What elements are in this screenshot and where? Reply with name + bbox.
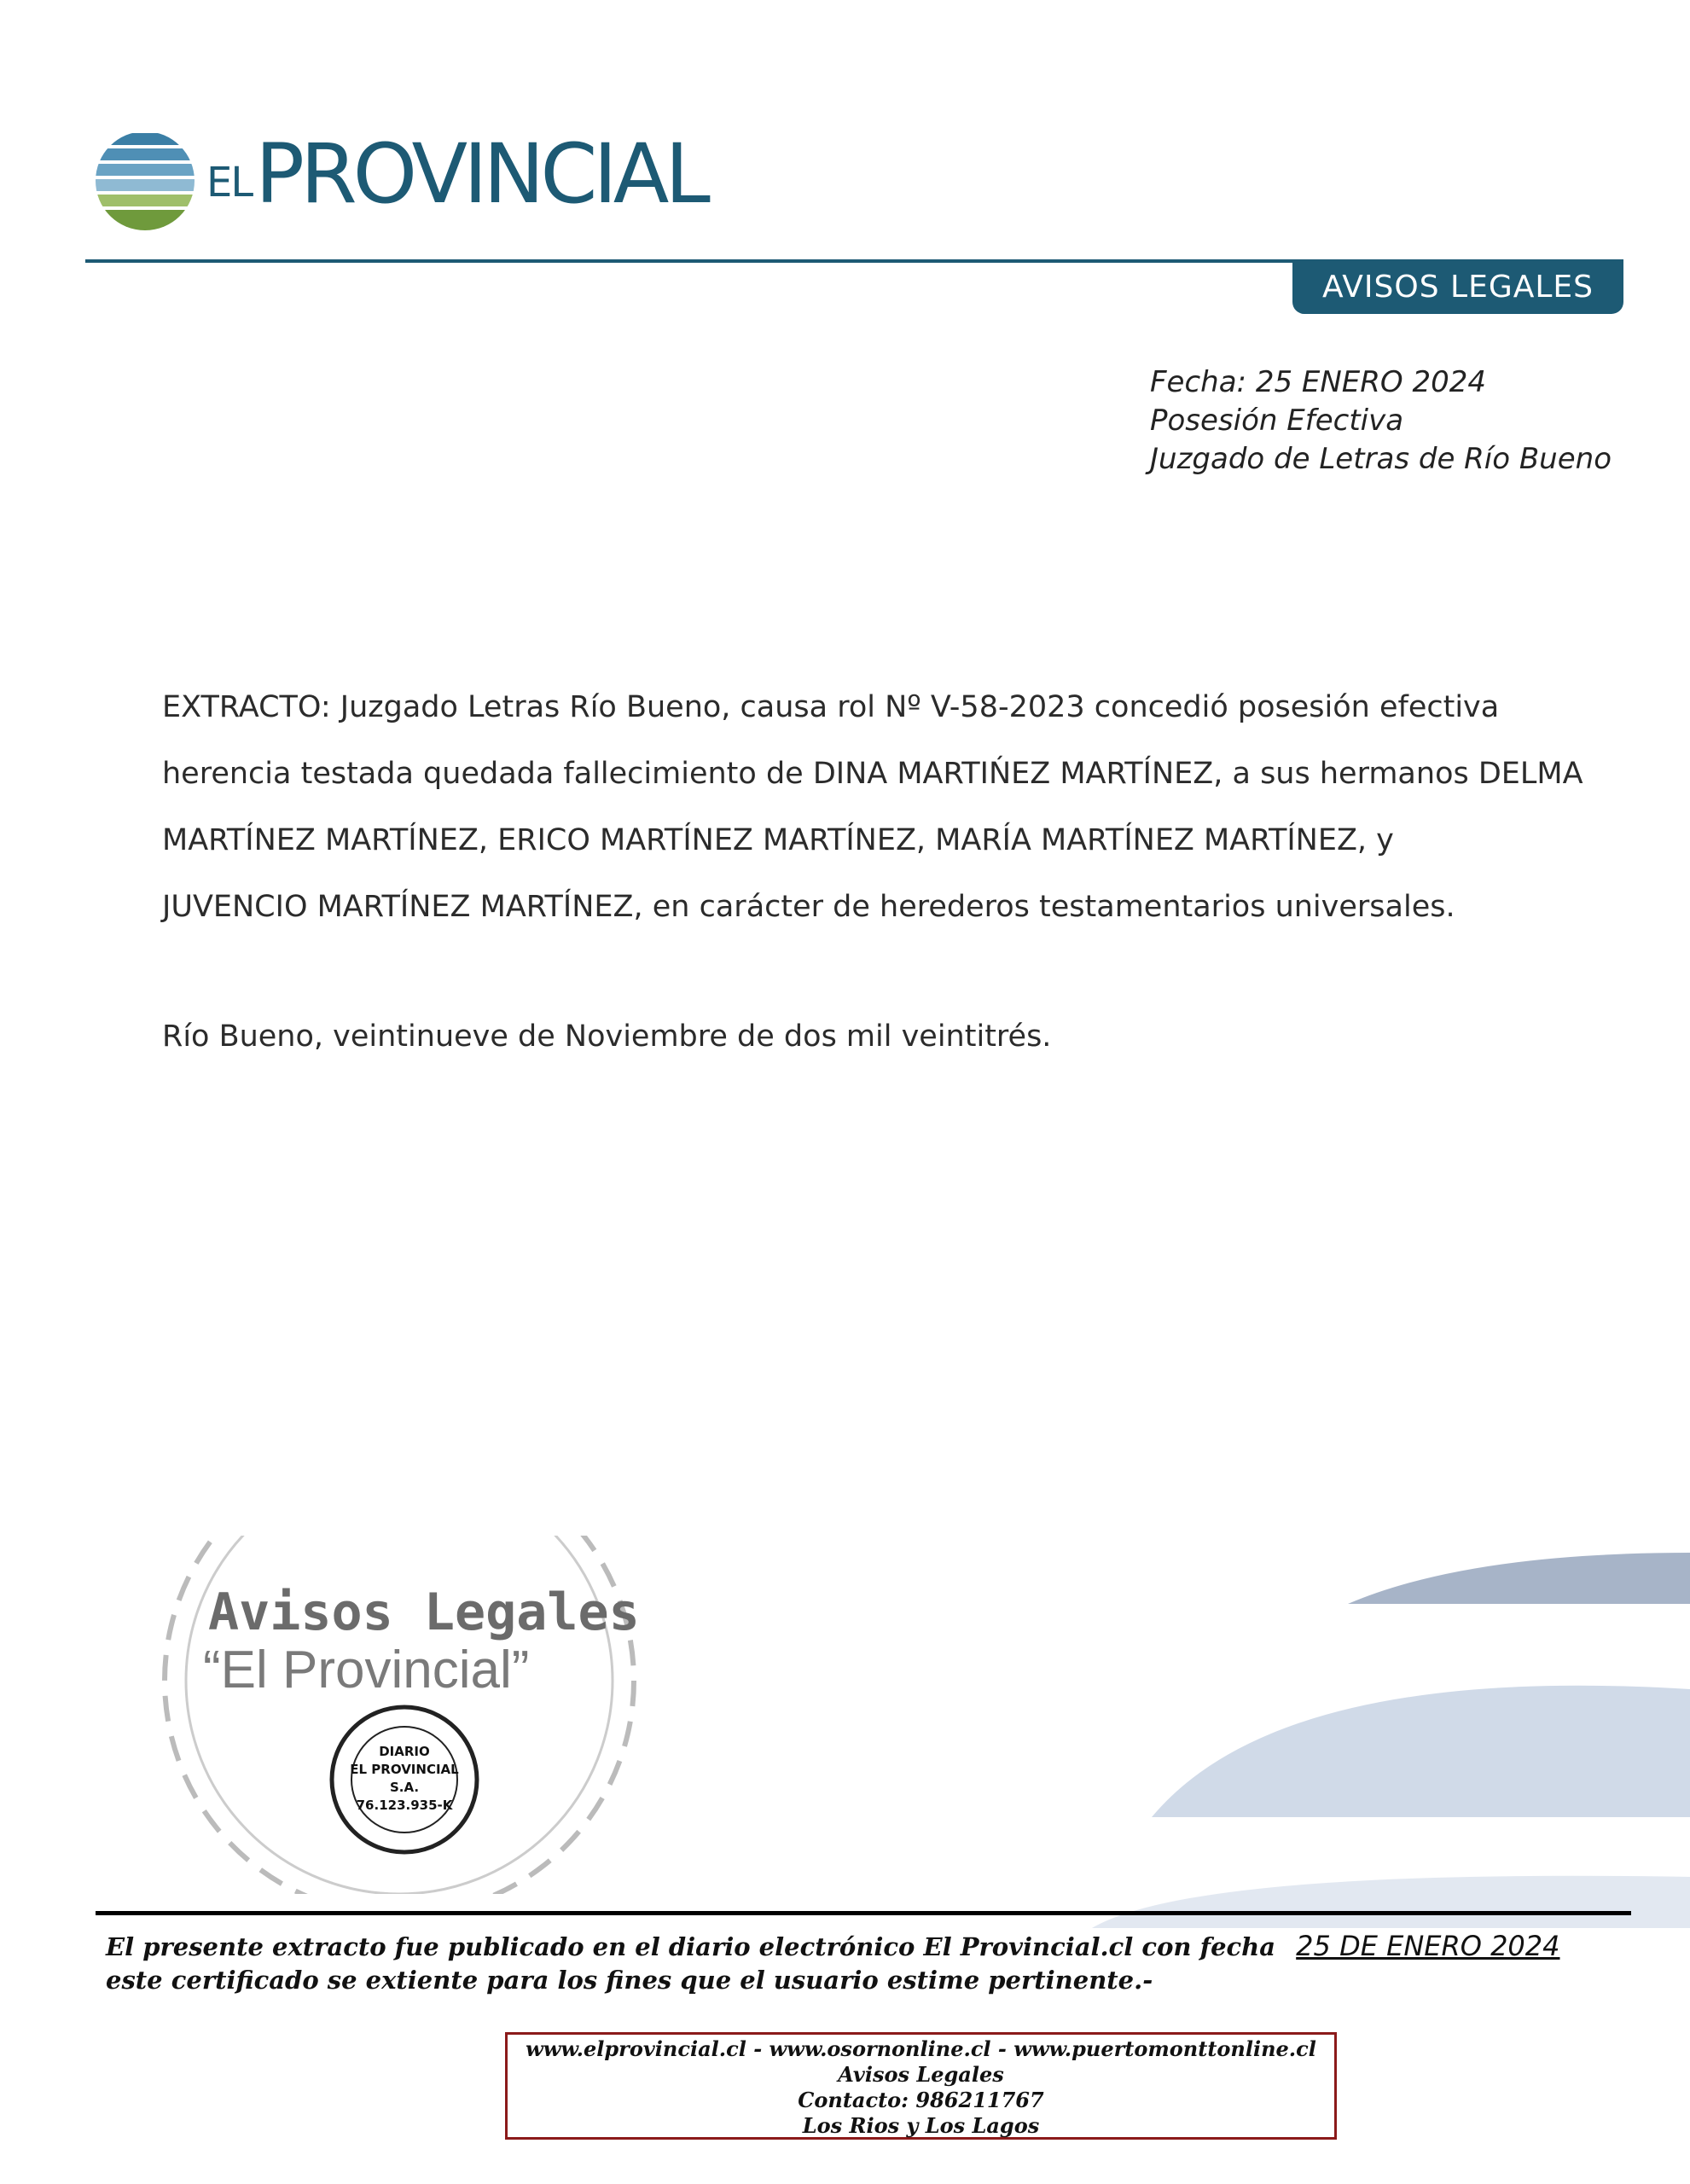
logo-name: PROVINCIAL: [255, 126, 706, 222]
seal-line: EL PROVINCIAL: [350, 1762, 459, 1777]
extract-line: MARTÍNEZ MARTÍNEZ, ERICO MARTÍNEZ MARTÍNEZ, MARÍA MARTÍNEZ MARTÍNEZ, y: [162, 823, 1394, 857]
contact-websites: www.elprovincial.cl - www.osornonline.cl - www.puertomonttonline.cl: [526, 2036, 1316, 2061]
section-badge: AVISOS LEGALES: [1292, 259, 1623, 314]
certificate-text-before: El presente extracto fue publicado en el diario electrónico El Provincial.cl con fecha: [106, 1932, 1276, 1961]
logo-prefix: EL: [206, 159, 253, 206]
publication-certificate: [106, 1930, 1607, 1997]
notice-court: Juzgado de Letras de Río Bueno: [1150, 442, 1612, 476]
decorative-stripes: [1024, 1536, 1690, 1928]
stamp-title: Avisos Legales: [208, 1583, 640, 1642]
globe-logo-icon: [92, 128, 199, 235]
contact-box: [505, 2032, 1337, 2140]
contact-phone: Contacto: 986211767: [798, 2088, 1044, 2112]
extract-line: herencia testada quedada fallecimiento de DINA MARTIŃEZ MARTÍNEZ, a sus hermanos DELMA: [162, 757, 1583, 791]
footer-divider: [96, 1911, 1631, 1915]
seal-line: 76.123.935-K: [356, 1798, 453, 1813]
contact-region: Los Rios y Los Lagos: [802, 2113, 1040, 2138]
extract-body: [162, 674, 1583, 940]
contact-section: Avisos Legales: [838, 2062, 1004, 2087]
brand-logo: [206, 128, 706, 230]
notice-type: Posesión Efectiva: [1150, 404, 1404, 438]
seal-line: DIARIO: [379, 1744, 430, 1759]
publication-date: 25 DE ENERO 2024: [1296, 1930, 1560, 1962]
extract-line: EXTRACTO: Juzgado Letras Río Bueno, causa rol Nº V-58-2023 concedió posesión efectiva: [162, 690, 1500, 724]
seal-line: S.A.: [389, 1780, 420, 1795]
notice-meta: [1150, 363, 1612, 479]
extract-line: JUVENCIO MARTÍNEZ MARTÍNEZ, en carácter de herederos testamentarios universales.: [162, 890, 1455, 924]
legal-notice-stamp: [152, 1536, 664, 1894]
certificate-text-after: este certificado se extiente para los fines que el usuario estime pertinente.-: [106, 1966, 1153, 1995]
stamp-subtitle: “El Provincial”: [203, 1641, 530, 1699]
notice-date: Fecha: 25 ENERO 2024: [1150, 365, 1487, 399]
extract-closing: Río Bueno, veintinueve de Noviembre de dos mil veintitrés.: [162, 1019, 1052, 1054]
